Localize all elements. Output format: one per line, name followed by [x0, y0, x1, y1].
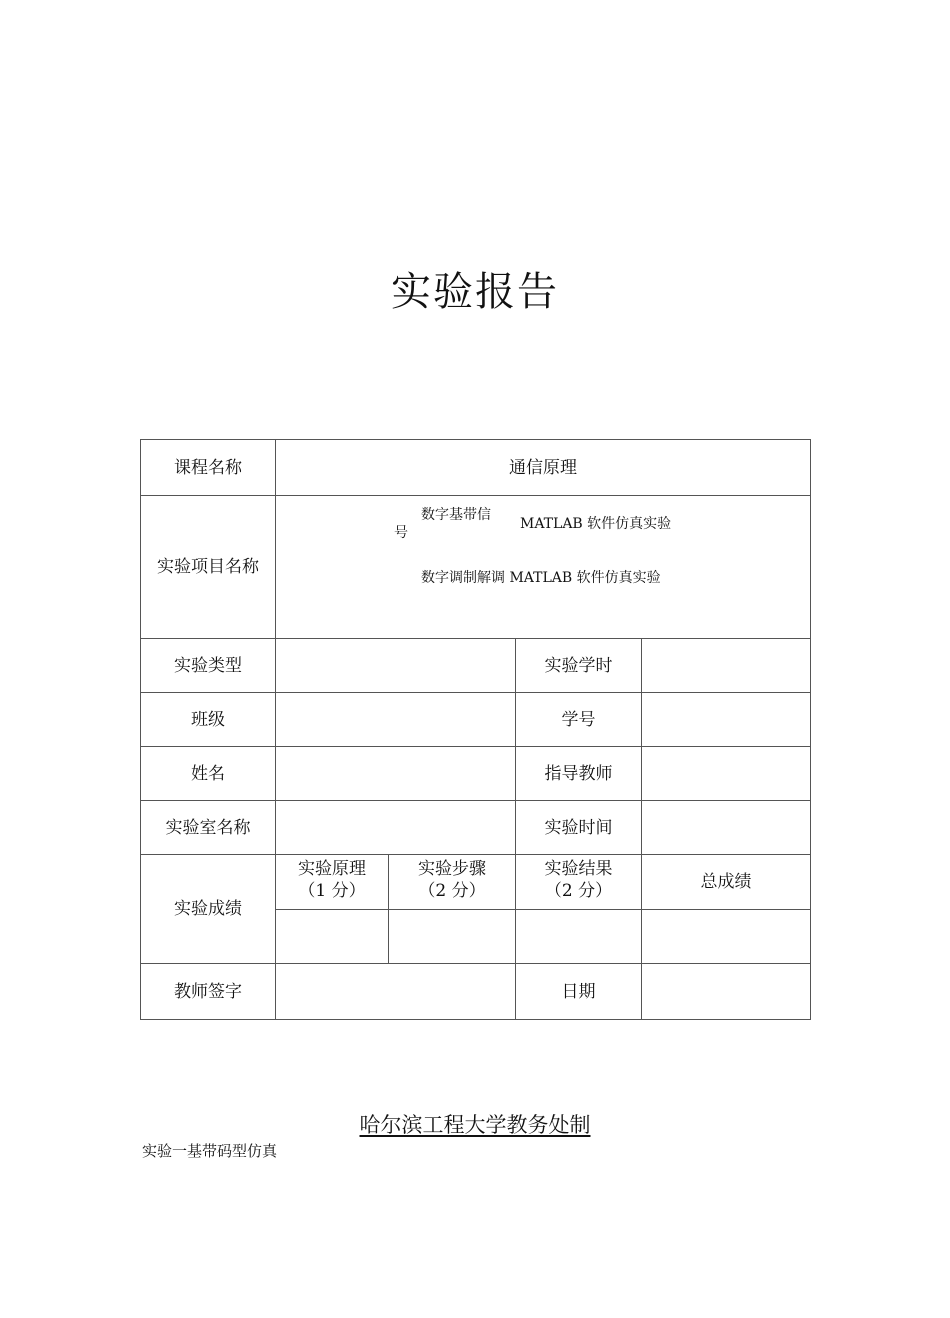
date-label: 日期 — [516, 964, 642, 1020]
student-id-value[interactable] — [642, 693, 811, 747]
name-label: 姓名 — [141, 747, 276, 801]
footer-organization — [0, 1111, 950, 1139]
table-row-lab — [141, 801, 811, 855]
project-line1-part1: 数字基带信 — [421, 507, 491, 523]
score-principle-value[interactable] — [276, 910, 389, 964]
teacher-sign-value[interactable] — [276, 964, 516, 1020]
score-principle-header — [276, 855, 389, 910]
score-steps-points: （2 分） — [418, 881, 486, 901]
project-label: 实验项目名称 — [141, 496, 276, 639]
table-row-type — [141, 639, 811, 693]
course-label: 课程名称 — [141, 440, 276, 496]
table-row-class — [141, 693, 811, 747]
table-row-course — [141, 440, 811, 496]
advisor-value[interactable] — [642, 747, 811, 801]
report-info-table — [140, 439, 811, 1020]
score-steps-title: 实验步骤 — [418, 859, 486, 879]
project-value[interactable] — [276, 496, 811, 639]
table-row-project — [141, 496, 811, 639]
student-id-label: 学号 — [516, 693, 642, 747]
hours-label: 实验学时 — [516, 639, 642, 693]
time-value[interactable] — [642, 801, 811, 855]
hours-value[interactable] — [642, 639, 811, 693]
table-row-score-head — [141, 855, 811, 910]
class-value[interactable] — [276, 693, 516, 747]
course-value[interactable]: 通信原理 — [276, 440, 811, 496]
score-principle-title: 实验原理 — [298, 859, 366, 879]
score-result-points: （2 分） — [544, 881, 613, 901]
type-value[interactable] — [276, 639, 516, 693]
time-label: 实验时间 — [516, 801, 642, 855]
project-line1-part3: MATLAB 软件仿真实验 — [520, 516, 672, 532]
class-label: 班级 — [141, 693, 276, 747]
score-total-header: 总成绩 — [642, 855, 811, 910]
score-steps-value[interactable] — [389, 910, 516, 964]
footer-organization-text: 哈尔滨工程大学教务处制 — [359, 1113, 591, 1137]
teacher-sign-label: 教师签字 — [141, 964, 276, 1020]
experiment-heading: 实验一基带码型仿真 — [142, 1142, 278, 1160]
score-result-title: 实验结果 — [544, 859, 613, 879]
score-result-header — [516, 855, 642, 910]
table-row-name — [141, 747, 811, 801]
name-value[interactable] — [276, 747, 516, 801]
score-steps-header — [389, 855, 516, 910]
score-label: 实验成绩 — [141, 855, 276, 964]
score-principle-points: （1 分） — [298, 881, 366, 901]
score-total-value[interactable] — [642, 910, 811, 964]
project-line1-part2: 号 — [394, 525, 408, 541]
lab-value[interactable] — [276, 801, 516, 855]
project-line2: 数字调制解调 MATLAB 软件仿真实验 — [421, 570, 661, 586]
lab-label: 实验室名称 — [141, 801, 276, 855]
type-label: 实验类型 — [141, 639, 276, 693]
report-title: 实验报告 — [391, 269, 559, 315]
date-value[interactable] — [642, 964, 811, 1020]
table-row-signature — [141, 964, 811, 1020]
advisor-label: 指导教师 — [516, 747, 642, 801]
score-result-value[interactable] — [516, 910, 642, 964]
